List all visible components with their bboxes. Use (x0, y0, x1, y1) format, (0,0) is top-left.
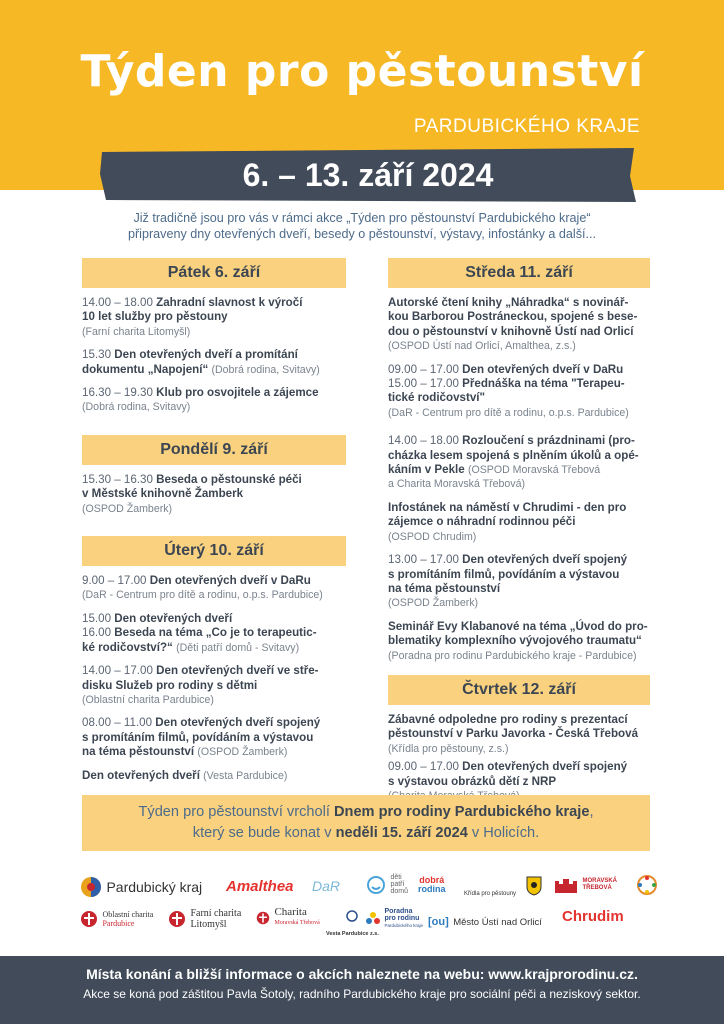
event-title: blematiky komplexního vývojového traumatu“ (388, 634, 642, 648)
day-header-monday: Pondělí 9. září (82, 435, 346, 465)
charita-cross-icon (80, 910, 98, 928)
charita-cross-icon (168, 909, 186, 929)
event-time: 16.30 – 19.30 (82, 386, 153, 400)
event-organizer: (Vesta Pardubice) (203, 769, 288, 782)
event-title: Den otevřených dveří v DaRu (462, 362, 624, 376)
highlight-bold: Dnem pro rodiny Pardubického kraje (333, 804, 590, 820)
event-item (82, 348, 346, 377)
footer-web-info: Místa konání a bližší informace o akcích naleznete na webu: www.krajprorodinu.cz. (86, 966, 638, 982)
logo-text: Pardubice (102, 919, 135, 928)
logo-text: Pardubický kraj (106, 879, 203, 895)
logo-text: patří (390, 881, 405, 888)
event-item (82, 296, 346, 339)
logo-amalthea (226, 878, 294, 896)
logo-dar (312, 878, 340, 896)
logo-text: Křídla pro pěstouny (464, 891, 517, 897)
event-organizer: (OSPOD Ústí nad Orlicí, Amalthea, z.s.) (388, 340, 576, 353)
intro-line: Již tradičně jsou pro vás v rámci akce „Týden pro pěstounství Pardubického kraje“ (133, 211, 591, 225)
event-title: 10 let služby pro pěstouny (82, 310, 228, 324)
event-item (388, 553, 650, 611)
charita-cross-icon (256, 910, 270, 926)
event-organizer: (Poradna pro rodinu Pardubického kraje - Pardubice) (388, 649, 637, 662)
event-title: Infostánek na náměstí v Chrudimi - den pro (388, 500, 627, 514)
event-organizer: (DaR - Centrum pro dítě a rodinu, o.p.s. Pardubice) (82, 589, 323, 602)
event-title: Den otevřených dveří (82, 768, 200, 782)
logo-mesto-usti-nad-orlici (428, 912, 542, 930)
event-title: Den otevřených dveří (114, 611, 233, 625)
logo-oblastni-charita-pardubice (80, 910, 153, 928)
day-header-thursday: Čtvrtek 12. září (388, 675, 650, 705)
logo-pardubicky-kraj (80, 876, 202, 898)
event-organizer: (Dobrá rodina, Svitavy) (82, 401, 191, 414)
highlight-text: v Holicích. (467, 825, 540, 841)
logo-farni-charita-litomysl (168, 908, 241, 930)
smiley-icon (366, 875, 386, 895)
family-circle-icon (636, 874, 658, 896)
logo-coat-icon (526, 876, 542, 901)
event-organizer: a Charita Moravská Třebová) (388, 478, 525, 491)
highlight-text: Týden pro pěstounství vrcholí (138, 804, 334, 820)
event-item (82, 716, 346, 759)
event-item (82, 473, 346, 516)
event-title: Beseda na téma „Co je to terapeutic- (114, 626, 317, 640)
logo-text: DaR (312, 878, 341, 894)
event-item (388, 713, 650, 756)
event-title: Den otevřených dveří spojený (462, 760, 628, 774)
logo-text: domů (390, 888, 408, 895)
event-title: Beseda o pěstounské péči (156, 472, 302, 486)
event-organizer: (Křídla pro pěstouny, z.s.) (388, 742, 509, 755)
logo-dobra-rodina (418, 876, 446, 894)
logo-text: Vesta Pardubice z.s. (326, 931, 379, 937)
event-title: Den otevřených dveří spojený (462, 553, 628, 567)
event-title: s výstavou obrázků dětí z NRP (388, 774, 557, 788)
logo-text: Město Ústí nad Orlicí (453, 917, 542, 928)
event-title: na téma pěstounství (82, 745, 195, 759)
event-title: Autorské čtení knihy „Náhradka“ s novinář- (388, 296, 629, 309)
logo-poradna-pro-rodinu (366, 908, 423, 929)
event-time: 14.00 – 17.00 (82, 664, 153, 678)
event-title: v Městské knihovně Žamberk (82, 487, 244, 501)
logo-text: Oblastní charita (102, 910, 154, 919)
highlight-bold: neděli 15. září 2024 (335, 825, 468, 841)
event-title: disku Služeb pro rodiny s dětmi (82, 678, 258, 692)
event-title: Přednáška na téma "Terapeu- (462, 377, 625, 391)
event-item (82, 612, 346, 655)
event-item (388, 501, 650, 544)
event-title: zájemce o náhradní rodinnou péči (388, 515, 576, 529)
coat-of-arms-icon (80, 876, 102, 898)
left-column (82, 258, 346, 792)
shield-icon (526, 876, 542, 896)
event-organizer: (OSPOD Chrudim) (388, 530, 477, 543)
event-time: 14.00 – 18.00 (388, 434, 459, 448)
event-title: tické rodičovství" (388, 391, 485, 405)
logo-text: Pardubického kraje (384, 923, 423, 928)
poradna-icon (366, 911, 380, 927)
page-title: Týden pro pěstounství (80, 46, 644, 97)
event-time: 16.00 (82, 626, 112, 640)
event-item (388, 296, 650, 354)
event-time: 15.00 (82, 611, 112, 625)
logo-text: Amalthea (226, 878, 294, 895)
event-item (82, 574, 346, 603)
day-header-wednesday: Středa 11. září (388, 258, 650, 288)
event-title: s promítáním filmů, povídáním a výstavou (82, 730, 314, 744)
event-time: 15.30 (82, 348, 112, 362)
event-item (388, 363, 650, 421)
intro-line: připraveny dny otevřených dveří, besedy o pěstounství, výstavy, infostánky a další... (127, 227, 597, 241)
event-title: Den otevřených dveří v DaRu (149, 574, 311, 588)
page-subtitle: PARDUBICKÉHO KRAJE (413, 116, 640, 137)
logo-text: MORAVSKÁ (582, 878, 618, 884)
event-organizer: (Děti patří domů - Svitavy) (176, 641, 300, 654)
day-header-tuesday: Úterý 10. září (82, 536, 346, 566)
logo-text: rodina (418, 884, 446, 894)
event-time: 9.00 – 17.00 (82, 574, 147, 588)
event-time: 09.00 – 17.00 (388, 760, 459, 774)
event-title: pěstounství v Parku Javorka - Česká Třebová (388, 727, 639, 741)
event-organizer: (OSPOD Žamberk) (82, 502, 173, 515)
highlight-text: který se bude konat v (192, 825, 336, 841)
event-title: na téma pěstounství (388, 581, 501, 595)
event-title: cházka lesem spojená s plněním úkolů a opé- (388, 448, 639, 462)
event-title: kou Barborou Postráneckou, spojené s bese- (388, 310, 638, 324)
highlight-box (82, 795, 650, 851)
event-time: 08.00 – 11.00 (82, 716, 153, 730)
event-item (82, 386, 346, 415)
event-title: (pro- (608, 434, 635, 448)
event-title: Den otevřených dveří a promítání (114, 348, 298, 362)
event-organizer: (OSPOD Žamberk) (197, 746, 288, 759)
event-item (388, 434, 650, 492)
logo-text: [ou] (428, 916, 449, 928)
event-title: Zábavné odpoledne pro rodiny s prezentací (388, 712, 628, 726)
event-time: 15.00 – 17.00 (388, 377, 459, 391)
footer-band (0, 956, 724, 1024)
logo-text: Chrudim (562, 908, 624, 925)
event-time: 13.00 – 17.00 (388, 553, 459, 567)
event-item (388, 620, 650, 663)
logo-chrudim (562, 908, 624, 926)
event-title: s promítáním filmů, povídáním a výstavou (388, 567, 620, 581)
logo-text: Charita (274, 906, 307, 918)
event-title: dokumentu „Napojení“ (82, 362, 209, 376)
highlight-text: , (589, 804, 594, 820)
event-title: Den otevřených dveří ve stře- (156, 664, 319, 678)
logo-text: TŘEBOVÁ (582, 885, 612, 891)
logo-family-icon (636, 874, 658, 901)
event-organizer: (Farní charita Litomyšl) (82, 325, 191, 338)
logo-text: pro rodinu (384, 915, 420, 922)
event-organizer: (OSPOD Žamberk) (388, 597, 479, 610)
logo-deti-patri-domu (366, 874, 408, 895)
partner-logos (80, 872, 660, 944)
logo-kridla (464, 882, 516, 900)
event-organizer: (OSPOD Moravská Třebová (467, 464, 601, 477)
logo-text: Moravská Třebová (274, 920, 320, 926)
event-item (82, 664, 346, 707)
event-title: káním v Pekle (388, 463, 465, 477)
event-dates: 6. – 13. září 2024 (242, 157, 494, 193)
event-time: 09.00 – 17.00 (388, 362, 459, 376)
event-organizer: (DaR - Centrum pro dítě a rodinu, o.p.s. Pardubice) (388, 406, 629, 419)
event-title: dou o pěstounství v knihovně Ústí nad Orlicí (388, 324, 634, 338)
event-title: Klub pro osvojitele a zájemce (156, 386, 319, 400)
event-title: Rozloučení s prázdninami (462, 434, 606, 448)
logo-text: dobrá (419, 875, 445, 885)
logo-text: Farní charita (190, 908, 242, 919)
event-organizer: (Oblastní charita Pardubice) (82, 693, 214, 706)
vesta-icon (344, 910, 360, 922)
event-item (82, 769, 346, 783)
event-time: 14.00 – 18.00 (82, 296, 153, 309)
footer-patronage: Akce se koná pod záštitou Pavla Šotoly, radního Pardubického kraje pro sociální péči a neziskový sektor. (83, 987, 641, 1001)
logo-text: Litomyšl (190, 919, 227, 930)
intro-text (60, 210, 664, 242)
right-column (388, 258, 650, 812)
event-organizer: (Dobrá rodina, Svitavy) (211, 363, 320, 376)
event-title: Den otevřených dveří spojený (155, 716, 321, 730)
event-title: ké rodičovství?“ (82, 640, 173, 654)
event-title: Zahradní slavnost k výročí (156, 296, 303, 309)
event-title: Seminář Evy Klabanové na téma „Úvod do pro- (388, 619, 648, 633)
logo-text: děti (390, 874, 402, 881)
castle-icon (554, 876, 578, 894)
event-time: 15.30 – 16.30 (82, 472, 153, 486)
logo-text: Poradna (384, 908, 413, 915)
logo-charita-moravska-trebova (256, 908, 320, 928)
day-header-friday: Pátek 6. září (82, 258, 346, 288)
logo-moravska-trebova (554, 876, 617, 894)
